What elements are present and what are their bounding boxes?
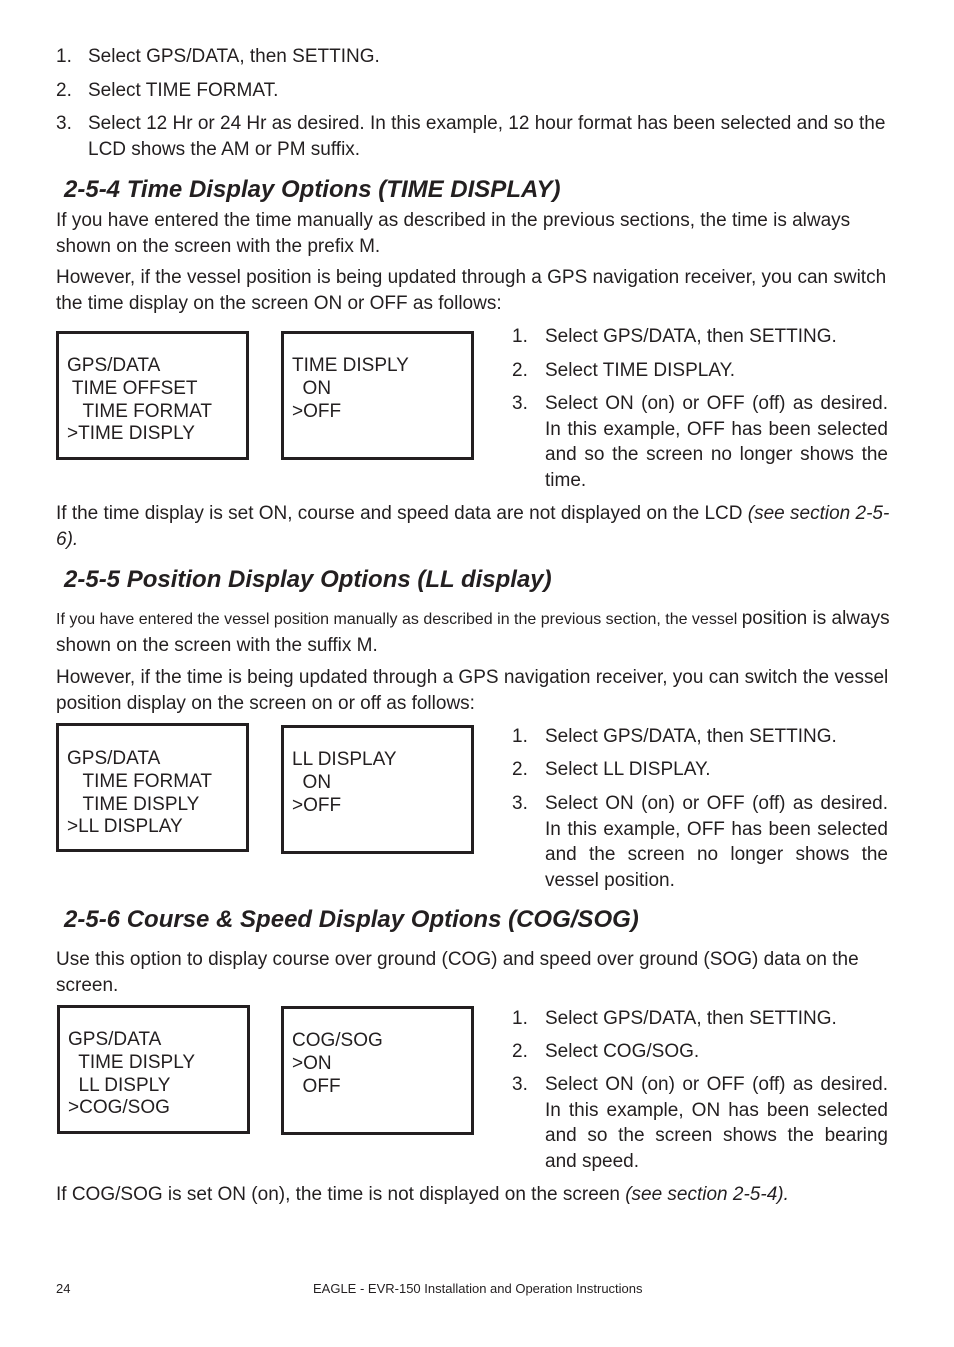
paragraph: If you have entered the time manually as described in the previous sections, the time is always shown on the screen with the prefix M. <box>56 210 851 257</box>
lcd-line: ON <box>292 772 332 793</box>
lcd-screen-menu <box>56 331 249 460</box>
lcd-screen-option <box>281 1006 474 1135</box>
lcd-line: TIME DISPLY <box>68 1052 196 1073</box>
lcd-line: >TIME DISPLY <box>67 423 195 444</box>
step-number: 3. <box>56 113 72 134</box>
lcd-screen-menu <box>56 723 249 852</box>
step-text: Select GPS/DATA, then SETTING. <box>545 1008 837 1029</box>
lcd-line: >OFF <box>292 401 342 422</box>
step-text: Select LL DISPLAY. <box>545 759 711 780</box>
step-text: Select GPS/DATA, then SETTING. <box>545 326 837 347</box>
step-text: Select ON (on) or OFF (off) as desired. In this example, OFF has been selected and so the screen no longer shows the time. <box>545 393 888 491</box>
lcd-line: TIME DISPLY <box>67 794 200 815</box>
lcd-line: LL DISPLAY <box>292 749 397 770</box>
paragraph-text: position is always shown on the screen with the suffix M. <box>56 608 890 656</box>
lcd-screen-option <box>281 331 474 460</box>
section-reference: (see section 2-5-4). <box>625 1184 789 1205</box>
step-number: 1. <box>512 726 528 747</box>
step-number: 2. <box>56 80 72 101</box>
step-text: Select COG/SOG. <box>545 1041 700 1062</box>
note-paragraph <box>56 501 898 552</box>
lcd-line: GPS/DATA <box>68 1029 162 1050</box>
lcd-line: TIME FORMAT <box>67 771 212 792</box>
step-text: Select 12 Hr or 24 Hr as desired. In this example, 12 hour format has been selected and so the LCD shows the AM or PM suffix. <box>88 113 886 160</box>
lcd-screen-option <box>281 725 474 854</box>
lcd-line: GPS/DATA <box>67 355 161 376</box>
section-reference: (see section 2-5-6). <box>56 503 890 550</box>
footer-title: EAGLE - EVR-150 Installation and Operation Instructions <box>313 1281 643 1296</box>
lcd-line: COG/SOG <box>292 1030 383 1051</box>
step-number: 2. <box>512 759 528 780</box>
step-number: 1. <box>512 1008 528 1029</box>
note-text: If COG/SOG is set ON (on), the time is not displayed on the screen <box>56 1184 626 1205</box>
step-text: Select ON (on) or OFF (off) as desired. In this example, OFF has been selected and the screen no longer shows the vessel position. <box>545 793 888 891</box>
lcd-line: >LL DISPLAY <box>67 816 183 837</box>
section-heading: 2-5-5 Position Display Options (LL display) <box>64 566 552 593</box>
step-number: 3. <box>512 793 528 814</box>
step-number: 1. <box>512 326 528 347</box>
step-text: Select TIME DISPLAY. <box>545 360 736 381</box>
paragraph: However, if the vessel position is being updated through a GPS navigation receiver, you can switch the time display on the screen ON or OFF as follows: <box>56 267 887 314</box>
step-number: 2. <box>512 1041 528 1062</box>
section-heading: 2-5-6 Course & Speed Display Options (COG/SOG) <box>64 906 639 933</box>
note-text: If the time display is set ON, course and speed data are not displayed on the LCD <box>56 503 748 524</box>
lcd-line: TIME OFFSET <box>67 378 198 399</box>
step-text: Select GPS/DATA, then SETTING. <box>88 46 380 67</box>
paragraph-small-text: If you have entered the vessel position manually as described in the previous section, the vessel <box>56 611 742 628</box>
step-text: Select ON (on) or OFF (off) as desired. In this example, ON has been selected and so the screen shows the bearing and speed. <box>545 1074 888 1172</box>
lcd-screen-menu <box>57 1005 250 1134</box>
lcd-line: OFF <box>292 1076 341 1097</box>
step-number: 1. <box>56 46 72 67</box>
step-text: Select TIME FORMAT. <box>88 80 279 101</box>
paragraph: However, if the time is being updated through a GPS navigation receiver, you can switch the vessel position display on the screen on or off as follows: <box>56 667 889 714</box>
lcd-line: LL DISPLY <box>68 1075 171 1096</box>
lcd-line: GPS/DATA <box>67 748 161 769</box>
step-text: Select GPS/DATA, then SETTING. <box>545 726 837 747</box>
lcd-line: TIME DISPLY <box>292 355 409 376</box>
paragraph <box>56 606 898 658</box>
note-paragraph <box>56 1182 898 1208</box>
section-heading: 2-5-4 Time Display Options (TIME DISPLAY) <box>64 176 561 203</box>
step-number: 3. <box>512 1074 528 1095</box>
step-number: 2. <box>512 360 528 381</box>
paragraph: Use this option to display course over ground (COG) and speed over ground (SOG) data on the screen. <box>56 949 859 996</box>
lcd-line: >ON <box>292 1053 332 1074</box>
step-number: 3. <box>512 393 528 414</box>
lcd-line: >OFF <box>292 795 342 816</box>
lcd-line: >COG/SOG <box>68 1097 170 1118</box>
lcd-line: TIME FORMAT <box>67 401 212 422</box>
lcd-line: ON <box>292 378 332 399</box>
page-number: 24 <box>56 1281 71 1296</box>
